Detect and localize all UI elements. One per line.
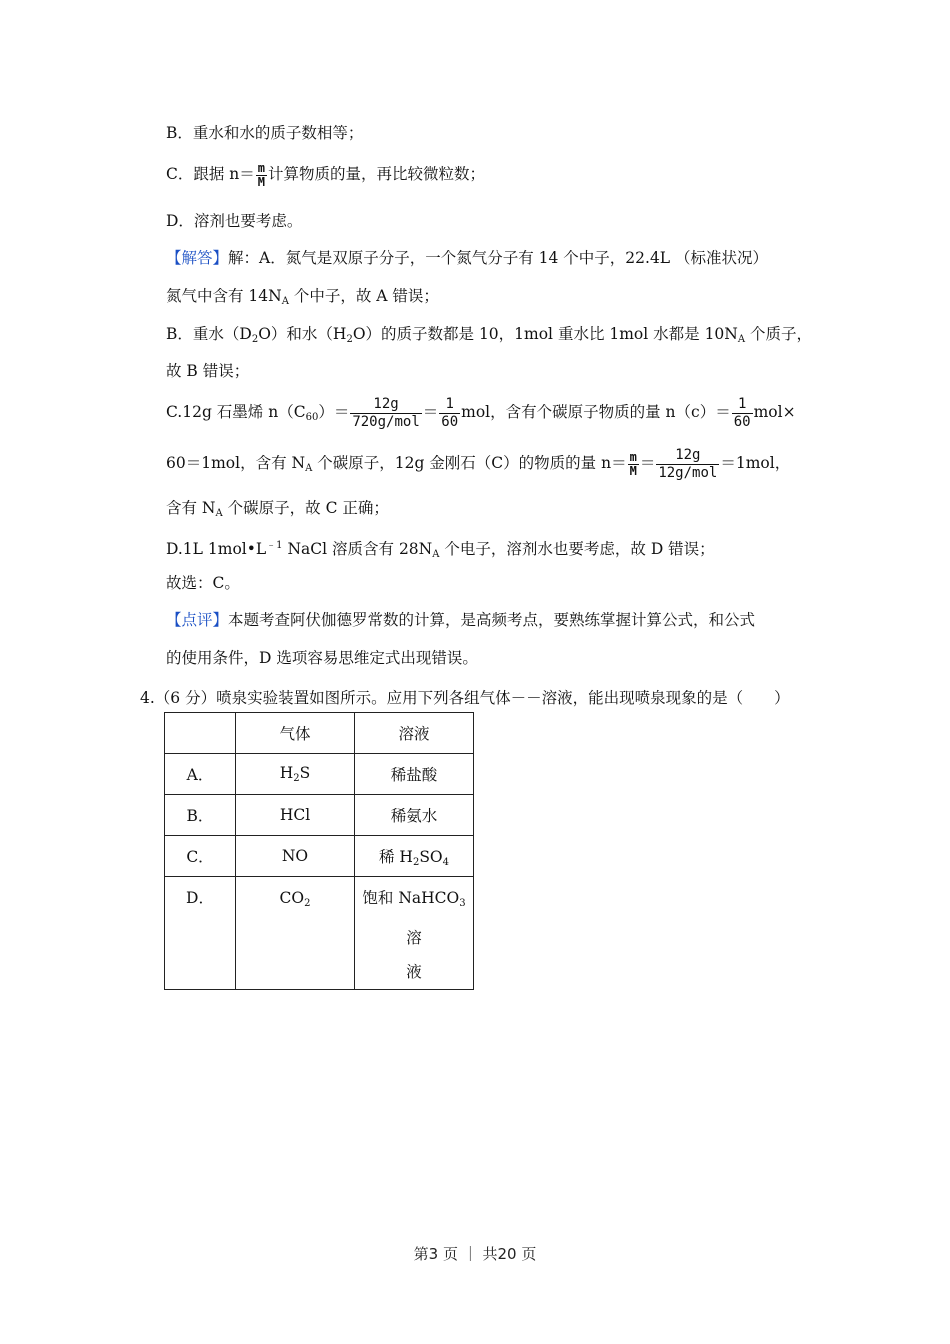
hint-b: B．重水和水的质子数相等； bbox=[166, 124, 364, 142]
option-label: C． bbox=[165, 836, 236, 877]
subscript: 2 bbox=[251, 334, 259, 345]
text-run: 个质子， bbox=[745, 325, 813, 343]
question-4-stem: 4.（6 分）喷泉实验装置如图所示。应用下列各组气体－－溶液，能出现喷泉现象的是（ ） bbox=[140, 689, 790, 707]
option-label-text: D． bbox=[186, 889, 214, 907]
solution-cell bbox=[355, 836, 474, 877]
review-line1 bbox=[166, 610, 755, 630]
text-run: 个中子，故 A 错误； bbox=[288, 287, 439, 305]
hint-d: D．溶剂也要考虑。 bbox=[166, 212, 303, 230]
subscript: A bbox=[305, 463, 313, 474]
answer-a-line2 bbox=[166, 286, 439, 312]
superscript: ﹣1 bbox=[266, 540, 283, 551]
text-run: 氮气中含有 14N bbox=[166, 287, 282, 305]
formula-n-m-over-M bbox=[256, 162, 267, 189]
review-text: 本题考查阿伏伽德罗常数的计算，是高频考点，要熟练掌握计算公式，和公式 bbox=[228, 611, 756, 629]
text-run: O）和水（H bbox=[258, 325, 347, 343]
text-run: B．重水（D bbox=[166, 325, 252, 343]
solution-cell bbox=[355, 877, 474, 990]
options-table bbox=[164, 712, 474, 990]
subscript: 4 bbox=[442, 856, 450, 868]
fraction-denominator: 60 bbox=[441, 413, 459, 430]
gas-text bbox=[236, 877, 354, 921]
answer-c-line3 bbox=[166, 498, 389, 524]
text-run: 稀 H bbox=[378, 847, 413, 866]
hint-c-pre: C．跟据 n＝ bbox=[166, 165, 255, 183]
option-label: A． bbox=[165, 754, 236, 795]
table-header-cell: 气体 bbox=[236, 713, 355, 754]
subscript: 60 bbox=[305, 412, 319, 423]
text-run: CO bbox=[279, 889, 305, 907]
fraction-numerator: m bbox=[257, 160, 266, 175]
text-run: 含有 N bbox=[166, 499, 216, 517]
solution-cell: 稀盐酸 bbox=[355, 754, 474, 795]
text-run: ）＝ bbox=[318, 403, 350, 421]
table-header-cell bbox=[165, 713, 236, 754]
answer-b-line2: 故 B 错误； bbox=[166, 362, 250, 380]
table-row bbox=[165, 795, 474, 836]
fraction-m-over-M bbox=[628, 451, 639, 478]
answer-tag: 【解答】 bbox=[166, 249, 229, 267]
answer-b-line1 bbox=[166, 324, 812, 350]
gas-cell: HCl bbox=[236, 795, 355, 836]
table-row bbox=[165, 754, 474, 795]
fraction-numerator: m bbox=[629, 449, 637, 464]
option-label bbox=[165, 877, 236, 990]
answer-c-line1 bbox=[166, 392, 796, 438]
choose-line: 故选：C。 bbox=[166, 574, 240, 592]
answer-d-line bbox=[166, 536, 715, 565]
fraction-1-over-60 bbox=[732, 396, 753, 431]
text-run: D.1L 1mol•L bbox=[166, 540, 267, 558]
subscript: 2 bbox=[412, 856, 420, 868]
text-run: 液 bbox=[406, 963, 422, 981]
gas-cell bbox=[236, 877, 355, 990]
subscript: A bbox=[432, 549, 440, 560]
text-run: 60＝1mol，含有 N bbox=[166, 454, 306, 472]
subscript: A bbox=[281, 296, 289, 307]
text-run: ＝ bbox=[422, 403, 439, 421]
gas-cell bbox=[236, 754, 355, 795]
table-header-cell: 溶液 bbox=[355, 713, 474, 754]
fraction-1-over-60 bbox=[439, 396, 460, 431]
subscript: 2 bbox=[293, 773, 300, 784]
subscript: 2 bbox=[304, 898, 311, 909]
table-row bbox=[165, 836, 474, 877]
gas-cell: NO bbox=[236, 836, 355, 877]
subscript: 2 bbox=[346, 334, 353, 345]
fraction-denominator: 60 bbox=[733, 413, 751, 430]
fraction-denominator: 720g/mol bbox=[352, 413, 420, 430]
text-run: 个碳原子，12g 金刚石（C）的物质的量 n＝ bbox=[312, 454, 627, 472]
subscript: A bbox=[737, 334, 746, 345]
subscript: 3 bbox=[459, 898, 466, 909]
text-run: ＝ bbox=[639, 454, 656, 472]
text-run: H bbox=[279, 764, 294, 782]
text-run: C.12g 石墨烯 n（C bbox=[166, 403, 306, 421]
solution-text bbox=[355, 877, 473, 989]
table-row bbox=[165, 877, 474, 990]
text-run: NaCl 溶质含有 28N bbox=[282, 540, 433, 558]
text-run: 个电子，溶剂水也要考虑，故 D 错误； bbox=[439, 540, 715, 558]
review-line2: 的使用条件，D 选项容易思维定式出现错误。 bbox=[166, 649, 478, 667]
fraction-numerator: 12g bbox=[350, 396, 421, 414]
fraction-12g-over-720g bbox=[350, 396, 421, 431]
hint-c-post: 计算物质的量，再比较微粒数； bbox=[268, 165, 486, 183]
fraction-numerator: 12g bbox=[656, 447, 719, 465]
fraction-numerator: 1 bbox=[439, 396, 460, 414]
page-footer: 第3 页 ｜ 共20 页 bbox=[413, 1245, 537, 1263]
fraction-12g-over-12g bbox=[656, 447, 719, 482]
text-run: mol× bbox=[753, 403, 796, 421]
answer-c-line2 bbox=[166, 443, 790, 489]
option-label: B． bbox=[165, 795, 236, 836]
hint-c bbox=[166, 160, 485, 189]
fraction-denominator: 12g/mol bbox=[658, 464, 718, 481]
review-tag: 【点评】 bbox=[166, 611, 229, 629]
table-header-row bbox=[165, 713, 474, 754]
fraction-denominator: M bbox=[629, 463, 637, 478]
text-run: ＝1mol， bbox=[720, 454, 791, 472]
solution-cell: 稀氨水 bbox=[355, 795, 474, 836]
answer-a-line1 bbox=[166, 248, 768, 268]
text-run: 溶 bbox=[406, 929, 422, 947]
text-run: 饱和 NaHCO bbox=[362, 889, 460, 907]
answer-a-text: 解：A．氮气是双原子分子，一个氮气分子有 14 个中子，22.4L （标准状况） bbox=[228, 249, 769, 267]
text-run: SO bbox=[419, 847, 443, 866]
fraction-denominator: M bbox=[257, 174, 266, 189]
subscript: A bbox=[215, 508, 223, 519]
text-run: mol，含有个碳原子物质的量 n（c）＝ bbox=[461, 403, 731, 421]
text-run: O）的质子数都是 10，1mol 重水比 1mol 水都是 10N bbox=[352, 325, 738, 343]
fraction-numerator: 1 bbox=[732, 396, 753, 414]
text-run: 个碳原子，故 C 正确； bbox=[222, 499, 389, 517]
text-run: S bbox=[299, 764, 311, 782]
